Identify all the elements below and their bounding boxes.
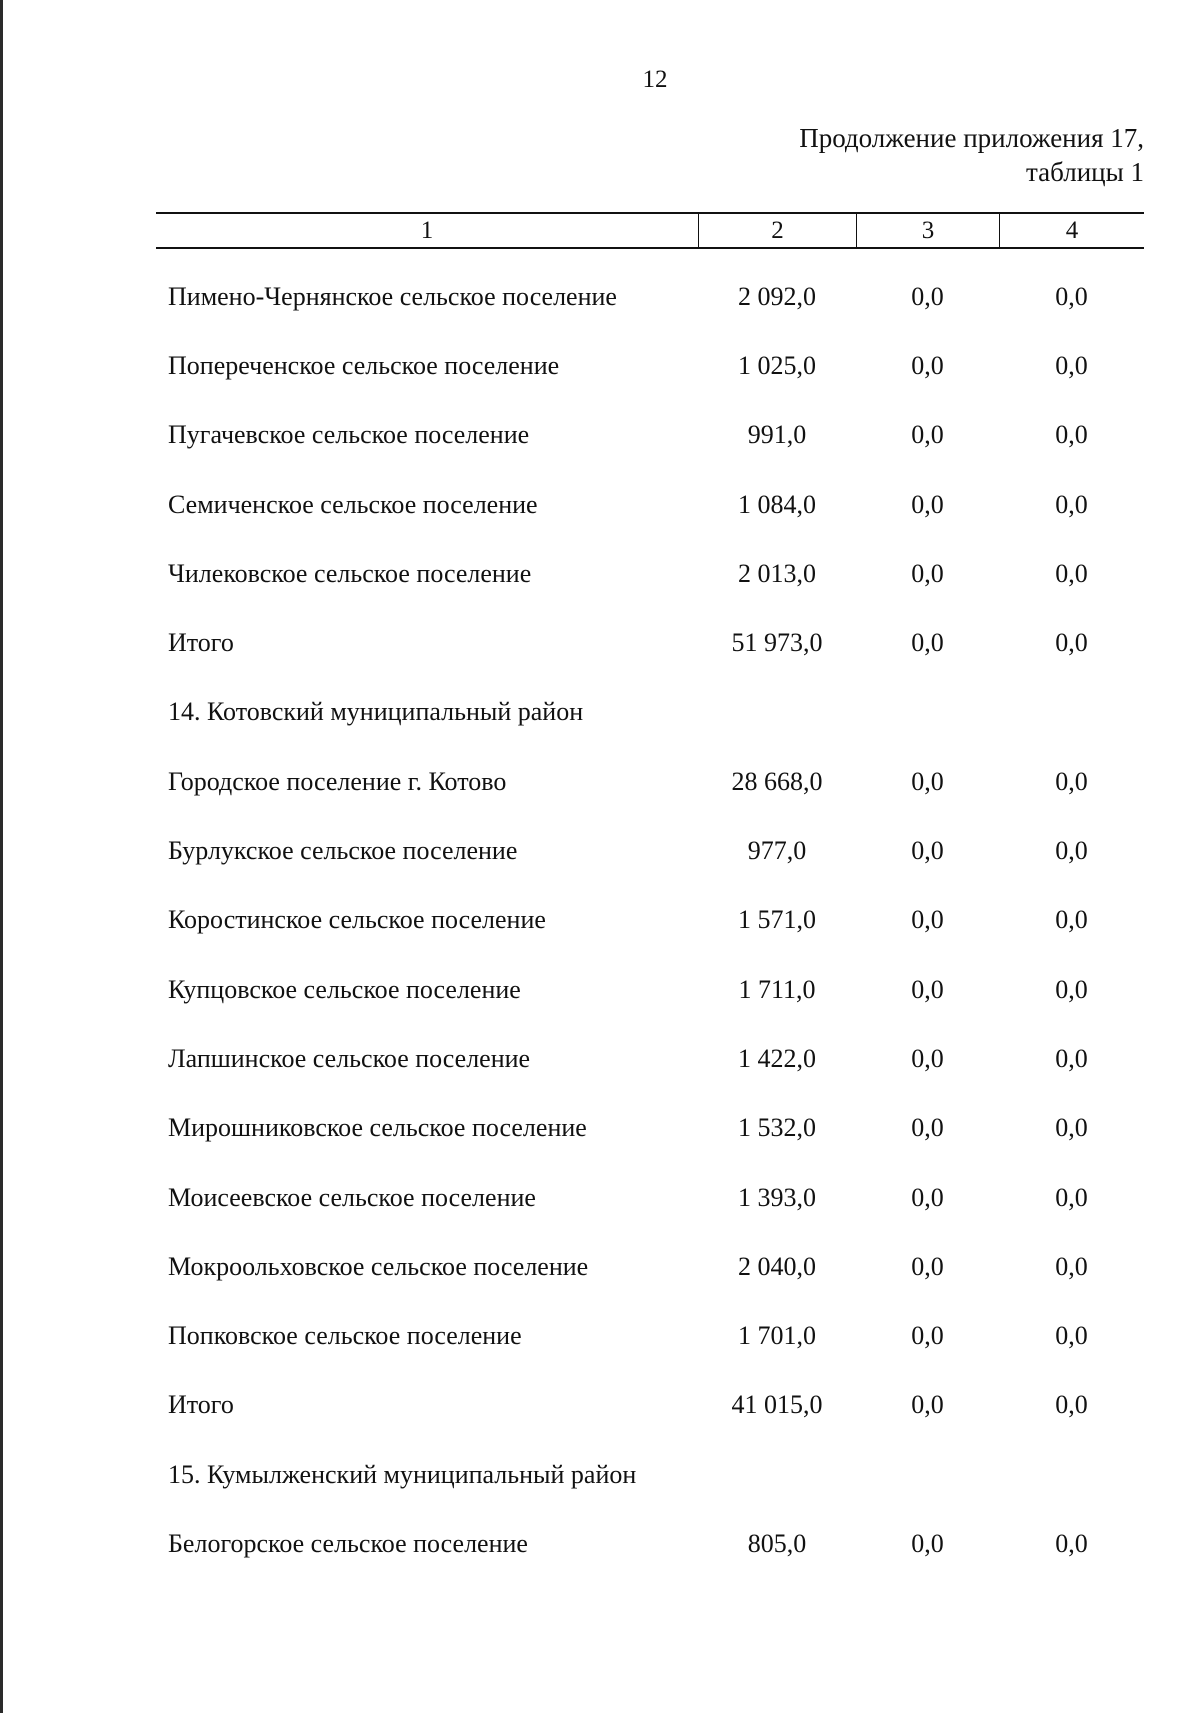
- row-value-col2: 1 393,0: [738, 1182, 816, 1212]
- row-value-col2: 805,0: [747, 1528, 807, 1558]
- table-header: [156, 212, 1144, 249]
- row-value-col4: 0,0: [1055, 558, 1088, 588]
- row-value-col3: 0,0: [911, 489, 944, 519]
- row-label: Пимено-Чернянское сельское поселение: [168, 281, 617, 311]
- table-row: [156, 955, 1144, 1024]
- header-col-4: 4: [999, 214, 1144, 247]
- row-value-col4: 0,0: [1055, 1390, 1088, 1420]
- row-value-col2: 1 422,0: [738, 1043, 816, 1073]
- row-value-col3: 0,0: [911, 1113, 944, 1143]
- row-label: Купцовское сельское поселение: [168, 974, 521, 1004]
- row-value-col4: 0,0: [1055, 905, 1088, 935]
- row-label: Итого: [168, 628, 234, 658]
- row-value-col4: 0,0: [1055, 628, 1088, 658]
- table-row: [156, 331, 1144, 400]
- row-label: Городское поселение г. Котово: [168, 766, 507, 796]
- row-value-col2: 51 973,0: [731, 628, 823, 658]
- table-row: [156, 1440, 1144, 1509]
- table-body: [156, 262, 1144, 1579]
- header-col-3: 3: [856, 214, 999, 247]
- row-value-col2: 1 025,0: [738, 350, 816, 380]
- table-row: [156, 608, 1144, 677]
- row-value-col3: 0,0: [911, 1321, 944, 1351]
- page-number: 12: [642, 66, 668, 93]
- row-value-col3: 0,0: [911, 281, 944, 311]
- row-value-col2: 1 711,0: [738, 974, 816, 1004]
- row-value-col2: 1 571,0: [738, 905, 816, 935]
- row-value-col2: 1 701,0: [738, 1321, 816, 1351]
- row-value-col3: 0,0: [911, 1390, 944, 1420]
- row-value-col3: 0,0: [911, 1043, 944, 1073]
- table-row: [156, 1232, 1144, 1301]
- row-value-col4: 0,0: [1055, 1528, 1088, 1558]
- row-label: 15. Кумылженский муниципальный район: [168, 1459, 637, 1489]
- row-value-col4: 0,0: [1055, 836, 1088, 866]
- row-value-col4: 0,0: [1055, 1321, 1088, 1351]
- table-row: [156, 1371, 1144, 1440]
- row-label: Бурлукское сельское поселение: [168, 836, 518, 866]
- table-row: [156, 262, 1144, 331]
- row-value-col4: 0,0: [1055, 1043, 1088, 1073]
- row-label: Мокроольховское сельское поселение: [168, 1251, 589, 1281]
- row-value-col2: 2 040,0: [738, 1251, 816, 1281]
- row-value-col3: 0,0: [911, 836, 944, 866]
- table-row: [156, 470, 1144, 539]
- row-label: Моисеевское сельское поселение: [168, 1182, 536, 1212]
- header-col-1: 1: [420, 216, 434, 244]
- row-label: Мирошниковское сельское поселение: [168, 1113, 587, 1143]
- row-value-col4: 0,0: [1055, 766, 1088, 796]
- row-value-col2: 41 015,0: [731, 1390, 823, 1420]
- row-value-col2: 2 013,0: [738, 558, 816, 588]
- row-label: 14. Котовский муниципальный район: [168, 697, 584, 727]
- row-label: Белогорское сельское поселение: [168, 1528, 528, 1558]
- row-value-col4: 0,0: [1055, 974, 1088, 1004]
- row-value-col2: 1 532,0: [738, 1113, 816, 1143]
- table-row: [156, 747, 1144, 816]
- row-value-col2: 977,0: [747, 836, 807, 866]
- table-row: [156, 1509, 1144, 1578]
- row-label: Коростинское сельское поселение: [168, 905, 546, 935]
- row-label: Лапшинское сельское поселение: [168, 1043, 531, 1073]
- row-label: Итого: [168, 1390, 234, 1420]
- row-value-col4: 0,0: [1055, 1251, 1088, 1281]
- row-value-col4: 0,0: [1055, 350, 1088, 380]
- row-value-col3: 0,0: [911, 1528, 944, 1558]
- table-row: [156, 678, 1144, 747]
- row-value-col3: 0,0: [911, 1251, 944, 1281]
- table-row: [156, 539, 1144, 608]
- row-value-col3: 0,0: [911, 766, 944, 796]
- row-value-col2: 991,0: [747, 420, 807, 450]
- table-row: [156, 816, 1144, 885]
- row-label: Попереченское сельское поселение: [168, 350, 560, 380]
- row-label: Пугачевское сельское поселение: [168, 420, 530, 450]
- table-caption: [799, 121, 1144, 189]
- row-value-col2: 2 092,0: [738, 281, 816, 311]
- table-row: [156, 886, 1144, 955]
- table-row: [156, 1301, 1144, 1370]
- row-value-col4: 0,0: [1055, 489, 1088, 519]
- table-row: [156, 1094, 1144, 1163]
- row-label: Чилековское сельское поселение: [168, 558, 532, 588]
- row-value-col4: 0,0: [1055, 420, 1088, 450]
- row-value-col3: 0,0: [911, 905, 944, 935]
- scan-left-edge: [0, 0, 3, 1713]
- row-value-col2: 1 084,0: [738, 489, 816, 519]
- table-row: [156, 1163, 1144, 1232]
- row-value-col4: 0,0: [1055, 281, 1088, 311]
- row-value-col2: 28 668,0: [731, 766, 823, 796]
- table-row: [156, 1024, 1144, 1093]
- row-value-col4: 0,0: [1055, 1182, 1088, 1212]
- row-value-col3: 0,0: [911, 1182, 944, 1212]
- header-col-2: 2: [698, 214, 856, 247]
- row-label: Семиченское сельское поселение: [168, 489, 538, 519]
- caption-line-2: таблицы 1: [1026, 157, 1144, 187]
- row-value-col3: 0,0: [911, 974, 944, 1004]
- table-row: [156, 401, 1144, 470]
- row-value-col3: 0,0: [911, 420, 944, 450]
- row-value-col4: 0,0: [1055, 1113, 1088, 1143]
- caption-line-1: Продолжение приложения 17,: [799, 123, 1144, 153]
- row-value-col3: 0,0: [911, 350, 944, 380]
- row-value-col3: 0,0: [911, 628, 944, 658]
- row-label: Попковское сельское поселение: [168, 1321, 522, 1351]
- row-value-col3: 0,0: [911, 558, 944, 588]
